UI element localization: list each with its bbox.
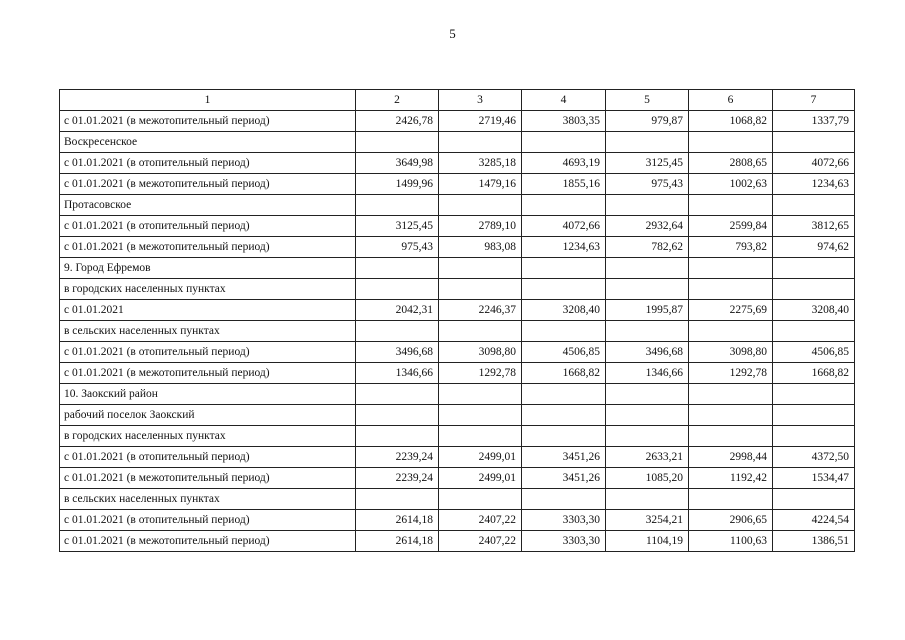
value-cell-col-3: [439, 426, 522, 447]
value-cell-col-7: 1337,79: [773, 111, 855, 132]
value-cell-col-6: 2906,65: [689, 510, 773, 531]
value-cell-col-4: 1855,16: [522, 174, 606, 195]
value-cell-col-2: [356, 384, 439, 405]
row-label-cell: Протасовское: [60, 195, 356, 216]
value-cell-col-7: 4224,54: [773, 510, 855, 531]
value-cell-col-5: [606, 426, 689, 447]
table-header-row: [60, 90, 855, 111]
value-cell-col-4: [522, 132, 606, 153]
row-label-cell: с 01.01.2021 (в отопительный период): [60, 510, 356, 531]
row-label-cell: в сельских населенных пунктах: [60, 321, 356, 342]
value-cell-col-7: [773, 426, 855, 447]
value-cell-col-5: 1085,20: [606, 468, 689, 489]
column-header-7: 7: [773, 90, 855, 111]
value-cell-col-3: 3098,80: [439, 342, 522, 363]
column-header-4: 4: [522, 90, 606, 111]
value-cell-col-7: [773, 384, 855, 405]
value-cell-col-2: [356, 195, 439, 216]
value-cell-col-2: [356, 489, 439, 510]
value-cell-col-3: 2407,22: [439, 531, 522, 552]
value-cell-col-6: [689, 489, 773, 510]
value-cell-col-6: [689, 279, 773, 300]
value-cell-col-2: 2239,24: [356, 447, 439, 468]
value-cell-col-3: 2499,01: [439, 447, 522, 468]
row-label-cell: с 01.01.2021 (в отопительный период): [60, 342, 356, 363]
row-label-cell: в городских населенных пунктах: [60, 279, 356, 300]
tariff-table: [59, 89, 855, 552]
row-label-cell: 10. Заокский район: [60, 384, 356, 405]
row-label-cell: в городских населенных пунктах: [60, 426, 356, 447]
value-cell-col-3: 2407,22: [439, 510, 522, 531]
value-cell-col-5: [606, 132, 689, 153]
value-cell-col-6: 2599,84: [689, 216, 773, 237]
value-cell-col-4: 1234,63: [522, 237, 606, 258]
value-cell-col-5: 979,87: [606, 111, 689, 132]
value-cell-col-6: 793,82: [689, 237, 773, 258]
value-cell-col-6: [689, 132, 773, 153]
column-header-3: 3: [439, 90, 522, 111]
value-cell-col-5: 2633,21: [606, 447, 689, 468]
value-cell-col-3: 3285,18: [439, 153, 522, 174]
row-label-cell: с 01.01.2021 (в межотопительный период): [60, 468, 356, 489]
value-cell-col-5: [606, 321, 689, 342]
table-row: [60, 195, 855, 216]
value-cell-col-4: [522, 426, 606, 447]
value-cell-col-7: 4072,66: [773, 153, 855, 174]
row-label-cell: с 01.01.2021 (в межотопительный период): [60, 237, 356, 258]
value-cell-col-2: [356, 405, 439, 426]
value-cell-col-3: 983,08: [439, 237, 522, 258]
value-cell-col-2: 1346,66: [356, 363, 439, 384]
value-cell-col-5: 3496,68: [606, 342, 689, 363]
value-cell-col-4: 3451,26: [522, 468, 606, 489]
table-row: [60, 111, 855, 132]
value-cell-col-6: 2275,69: [689, 300, 773, 321]
value-cell-col-6: 2808,65: [689, 153, 773, 174]
value-cell-col-4: 4072,66: [522, 216, 606, 237]
value-cell-col-4: 4506,85: [522, 342, 606, 363]
value-cell-col-4: 3451,26: [522, 447, 606, 468]
value-cell-col-5: [606, 489, 689, 510]
table-row: [60, 279, 855, 300]
value-cell-col-3: [439, 279, 522, 300]
table-row: [60, 489, 855, 510]
row-label-cell: рабочий поселок Заокский: [60, 405, 356, 426]
value-cell-col-6: 1100,63: [689, 531, 773, 552]
row-label-cell: Воскресенское: [60, 132, 356, 153]
value-cell-col-4: 3208,40: [522, 300, 606, 321]
table-body: [60, 111, 855, 552]
value-cell-col-5: [606, 279, 689, 300]
value-cell-col-4: 3303,30: [522, 531, 606, 552]
value-cell-col-7: [773, 321, 855, 342]
value-cell-col-2: 3496,68: [356, 342, 439, 363]
value-cell-col-3: 2719,46: [439, 111, 522, 132]
value-cell-col-2: 2426,78: [356, 111, 439, 132]
value-cell-col-7: [773, 405, 855, 426]
value-cell-col-6: 1292,78: [689, 363, 773, 384]
value-cell-col-7: 3208,40: [773, 300, 855, 321]
row-label-cell: с 01.01.2021 (в межотопительный период): [60, 531, 356, 552]
row-label-cell: 9. Город Ефремов: [60, 258, 356, 279]
value-cell-col-7: 1668,82: [773, 363, 855, 384]
value-cell-col-6: 2998,44: [689, 447, 773, 468]
value-cell-col-5: 3254,21: [606, 510, 689, 531]
value-cell-col-6: 1192,42: [689, 468, 773, 489]
table-row: [60, 510, 855, 531]
value-cell-col-5: 975,43: [606, 174, 689, 195]
value-cell-col-5: [606, 195, 689, 216]
value-cell-col-2: [356, 258, 439, 279]
value-cell-col-7: [773, 195, 855, 216]
column-header-6: 6: [689, 90, 773, 111]
value-cell-col-2: [356, 279, 439, 300]
table-row: [60, 300, 855, 321]
value-cell-col-4: [522, 321, 606, 342]
value-cell-col-2: 3649,98: [356, 153, 439, 174]
value-cell-col-3: [439, 132, 522, 153]
table-row: [60, 531, 855, 552]
value-cell-col-4: [522, 405, 606, 426]
value-cell-col-4: 3803,35: [522, 111, 606, 132]
value-cell-col-3: [439, 195, 522, 216]
value-cell-col-4: 3303,30: [522, 510, 606, 531]
value-cell-col-6: [689, 321, 773, 342]
value-cell-col-7: 974,62: [773, 237, 855, 258]
value-cell-col-7: 4506,85: [773, 342, 855, 363]
value-cell-col-7: 1234,63: [773, 174, 855, 195]
value-cell-col-5: [606, 384, 689, 405]
value-cell-col-5: 2932,64: [606, 216, 689, 237]
value-cell-col-2: [356, 132, 439, 153]
value-cell-col-6: 1068,82: [689, 111, 773, 132]
value-cell-col-6: [689, 405, 773, 426]
value-cell-col-6: 1002,63: [689, 174, 773, 195]
value-cell-col-5: 1995,87: [606, 300, 689, 321]
value-cell-col-5: 782,62: [606, 237, 689, 258]
row-label-cell: с 01.01.2021 (в отопительный период): [60, 447, 356, 468]
table-row: [60, 426, 855, 447]
value-cell-col-2: 1499,96: [356, 174, 439, 195]
table-row: [60, 468, 855, 489]
row-label-cell: с 01.01.2021 (в межотопительный период): [60, 174, 356, 195]
table-row: [60, 321, 855, 342]
table-row: [60, 153, 855, 174]
row-label-cell: с 01.01.2021 (в отопительный период): [60, 216, 356, 237]
value-cell-col-4: 4693,19: [522, 153, 606, 174]
value-cell-col-4: 1668,82: [522, 363, 606, 384]
table-row: [60, 384, 855, 405]
value-cell-col-7: [773, 279, 855, 300]
row-label-cell: с 01.01.2021 (в межотопительный период): [60, 111, 356, 132]
value-cell-col-3: [439, 321, 522, 342]
value-cell-col-4: [522, 195, 606, 216]
value-cell-col-5: 1104,19: [606, 531, 689, 552]
value-cell-col-3: [439, 384, 522, 405]
value-cell-col-2: [356, 321, 439, 342]
value-cell-col-3: 2499,01: [439, 468, 522, 489]
table-row: [60, 258, 855, 279]
value-cell-col-2: [356, 426, 439, 447]
row-label-cell: с 01.01.2021: [60, 300, 356, 321]
value-cell-col-6: [689, 195, 773, 216]
row-label-cell: с 01.01.2021 (в межотопительный период): [60, 363, 356, 384]
table-row: [60, 447, 855, 468]
value-cell-col-6: 3098,80: [689, 342, 773, 363]
value-cell-col-6: [689, 384, 773, 405]
value-cell-col-5: [606, 405, 689, 426]
table-row: [60, 342, 855, 363]
value-cell-col-5: [606, 258, 689, 279]
table-row: [60, 405, 855, 426]
value-cell-col-4: [522, 279, 606, 300]
value-cell-col-7: 1534,47: [773, 468, 855, 489]
column-header-1: 1: [60, 90, 356, 111]
value-cell-col-6: [689, 426, 773, 447]
value-cell-col-2: 2042,31: [356, 300, 439, 321]
value-cell-col-7: [773, 489, 855, 510]
value-cell-col-4: [522, 384, 606, 405]
value-cell-col-7: [773, 132, 855, 153]
value-cell-col-2: 2614,18: [356, 510, 439, 531]
page-number: 5: [449, 26, 456, 41]
value-cell-col-7: 3812,65: [773, 216, 855, 237]
value-cell-col-3: 2246,37: [439, 300, 522, 321]
value-cell-col-3: [439, 489, 522, 510]
value-cell-col-2: 3125,45: [356, 216, 439, 237]
value-cell-col-2: 975,43: [356, 237, 439, 258]
value-cell-col-5: 3125,45: [606, 153, 689, 174]
table-row: [60, 216, 855, 237]
value-cell-col-5: 1346,66: [606, 363, 689, 384]
table-row: [60, 132, 855, 153]
row-label-cell: в сельских населенных пунктах: [60, 489, 356, 510]
table-row: [60, 174, 855, 195]
value-cell-col-3: [439, 258, 522, 279]
value-cell-col-2: 2239,24: [356, 468, 439, 489]
value-cell-col-7: [773, 258, 855, 279]
row-label-cell: с 01.01.2021 (в отопительный период): [60, 153, 356, 174]
value-cell-col-4: [522, 489, 606, 510]
table-row: [60, 237, 855, 258]
column-header-2: 2: [356, 90, 439, 111]
value-cell-col-3: 1479,16: [439, 174, 522, 195]
value-cell-col-7: 4372,50: [773, 447, 855, 468]
value-cell-col-4: [522, 258, 606, 279]
table-row: [60, 363, 855, 384]
value-cell-col-3: 1292,78: [439, 363, 522, 384]
value-cell-col-6: [689, 258, 773, 279]
value-cell-col-3: 2789,10: [439, 216, 522, 237]
value-cell-col-7: 1386,51: [773, 531, 855, 552]
value-cell-col-3: [439, 405, 522, 426]
column-header-5: 5: [606, 90, 689, 111]
value-cell-col-2: 2614,18: [356, 531, 439, 552]
